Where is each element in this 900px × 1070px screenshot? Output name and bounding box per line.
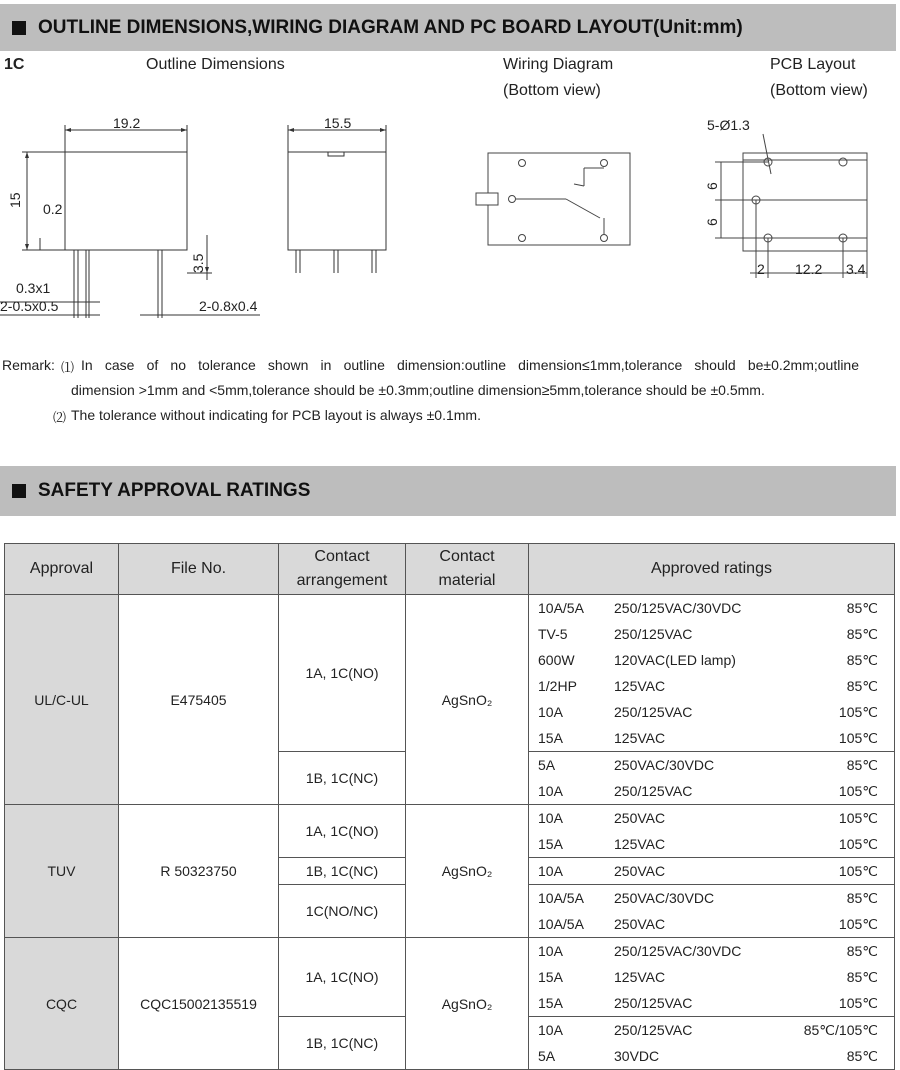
remark-num-1: ⑴ — [61, 360, 75, 375]
dim-pin-2: 2-0.8x0.4 — [199, 298, 258, 314]
rating-voltage: 250VAC/30VDC — [614, 890, 715, 906]
rating-temperature: 85℃ — [846, 599, 878, 616]
rating-current: 10A — [538, 863, 563, 879]
square-bullet-icon — [12, 21, 26, 35]
rating-voltage: 125VAC — [614, 678, 666, 694]
rating-voltage: 125VAC — [614, 836, 666, 852]
rating-row — [529, 778, 894, 804]
rating-current: 10A/5A — [538, 890, 584, 906]
rating-current: 600W — [538, 652, 575, 668]
rating-temperature: 85℃/105℃ — [803, 1021, 878, 1038]
pcb-layout-sublabel: (Bottom view) — [770, 82, 868, 99]
section-header-outline — [0, 4, 896, 51]
rating-voltage: 120VAC(LED lamp) — [614, 652, 736, 668]
wiring-diagram-label: Wiring Diagram — [503, 56, 614, 73]
table-row — [5, 938, 895, 1017]
rating-voltage: 125VAC — [614, 969, 666, 985]
remark-line-2: dimension >1mm and <5mm,tolerance should be ±0.3mm;outline dimension≥5mm,tolerance should be ±0.5mm. — [71, 382, 765, 398]
rating-current: 10A — [538, 943, 563, 959]
dim-2: 2 — [757, 261, 765, 277]
outline-drawing — [0, 110, 420, 325]
approval-cell: CQC — [5, 938, 119, 1070]
rating-voltage: 250VAC — [614, 863, 666, 879]
rating-row — [529, 595, 894, 621]
table-row — [5, 805, 895, 858]
section-header-safety — [0, 466, 896, 516]
contact-arrangement-cell: 1A, 1C(NO) — [279, 805, 406, 858]
rating-voltage: 250/125VAC/30VDC — [614, 943, 742, 959]
contact-arrangement-cell: 1B, 1C(NC) — [279, 858, 406, 885]
contact-material-cell: AgSnO₂ — [406, 595, 529, 805]
header-contact-arrangement: Contact arrangement — [279, 544, 406, 595]
dim-19-2: 19.2 — [113, 115, 141, 131]
pcb-layout — [695, 110, 895, 285]
rating-current: 15A — [538, 969, 563, 985]
rating-row — [529, 673, 894, 699]
file-no-cell: CQC15002135519 — [119, 938, 279, 1070]
dim-12-2: 12.2 — [795, 261, 823, 277]
rating-row — [529, 725, 894, 751]
rating-temperature: 105℃ — [838, 994, 878, 1011]
rating-temperature: 85℃ — [846, 677, 878, 694]
rating-row — [529, 621, 894, 647]
section-title: OUTLINE DIMENSIONS,WIRING DIAGRAM AND PC BOARD LAYOUT(Unit:mm) — [38, 16, 743, 38]
approval-cell: UL/C-UL — [5, 595, 119, 805]
rating-row — [529, 647, 894, 673]
rating-row — [529, 1017, 894, 1043]
contact-arrangement-cell: 1B, 1C(NC) — [279, 752, 406, 805]
rating-voltage: 250/125VAC/30VDC — [614, 600, 742, 616]
pcb-layout-label: PCB Layout — [770, 56, 856, 73]
dim-3-4: 3.4 — [846, 261, 866, 277]
rating-temperature: 105℃ — [838, 915, 878, 932]
rating-current: 10A — [538, 783, 563, 799]
file-no-cell: E475405 — [119, 595, 279, 805]
dim-pin-1: 2-0.5x0.5 — [0, 298, 59, 314]
rating-row — [529, 858, 894, 884]
rating-voltage: 250/125VAC — [614, 626, 693, 642]
table-row — [5, 595, 895, 752]
rating-voltage: 250VAC — [614, 810, 666, 826]
square-bullet-icon — [12, 484, 26, 498]
rating-row — [529, 938, 894, 964]
ratings-cell — [529, 938, 895, 1017]
ratings-cell — [529, 752, 895, 805]
file-no-cell: R 50323750 — [119, 805, 279, 938]
model-label: 1C — [4, 56, 25, 73]
rating-current: 10A/5A — [538, 916, 584, 932]
rating-current: 15A — [538, 836, 563, 852]
rating-row — [529, 752, 894, 778]
dim-15-5: 15.5 — [324, 115, 352, 131]
dim-6-a: 6 — [704, 182, 720, 190]
rating-current: 5A — [538, 757, 556, 773]
rating-row — [529, 805, 894, 831]
rating-temperature: 85℃ — [846, 625, 878, 642]
ratings-cell — [529, 858, 895, 885]
rating-row — [529, 831, 894, 857]
rating-row — [529, 964, 894, 990]
header-approval: Approval — [5, 544, 119, 595]
rating-temperature: 105℃ — [838, 703, 878, 720]
safety-ratings-table — [4, 543, 895, 1070]
rating-temperature: 85℃ — [846, 889, 878, 906]
dim-holes: 5-Ø1.3 — [707, 117, 750, 133]
rating-voltage: 250/125VAC — [614, 783, 693, 799]
rating-voltage: 250VAC — [614, 916, 666, 932]
ratings-cell — [529, 885, 895, 938]
rating-temperature: 85℃ — [846, 968, 878, 985]
rating-voltage: 30VDC — [614, 1048, 660, 1064]
rating-voltage: 250/125VAC — [614, 1022, 693, 1038]
rating-temperature: 85℃ — [846, 1047, 878, 1064]
contact-arrangement-cell: 1B, 1C(NC) — [279, 1017, 406, 1070]
rating-voltage: 250VAC/30VDC — [614, 757, 715, 773]
section-title: SAFETY APPROVAL RATINGS — [38, 480, 311, 501]
ratings-cell — [529, 805, 895, 858]
wiring-diagram-sublabel: (Bottom view) — [503, 82, 601, 99]
rating-current: 10A — [538, 704, 563, 720]
outline-dimensions-label: Outline Dimensions — [146, 56, 285, 73]
rating-current: 10A/5A — [538, 600, 584, 616]
rating-current: 10A — [538, 810, 563, 826]
rating-temperature: 105℃ — [838, 835, 878, 852]
dim-3-5: 3.5 — [190, 253, 206, 273]
dim-6-b: 6 — [704, 218, 720, 226]
rating-current: 15A — [538, 995, 563, 1011]
contact-arrangement-cell: 1C(NO/NC) — [279, 885, 406, 938]
contact-arrangement-cell: 1A, 1C(NO) — [279, 938, 406, 1017]
ratings-cell — [529, 595, 895, 752]
rating-temperature: 105℃ — [838, 782, 878, 799]
rating-temperature: 105℃ — [838, 809, 878, 826]
remark-num-2: ⑵ — [53, 410, 67, 425]
approval-cell: TUV — [5, 805, 119, 938]
rating-row — [529, 1043, 894, 1069]
rating-row — [529, 990, 894, 1016]
remark-label: Remark: — [2, 357, 55, 373]
header-file-no: File No. — [119, 544, 279, 595]
header-contact-material: Contact material — [406, 544, 529, 595]
remark-line-1: In case of no tolerance shown in outline dimension:outline dimension≤1mm,tolerance should be±0.2mm;outline — [81, 357, 859, 373]
dim-0-2: 0.2 — [43, 201, 63, 217]
rating-current: 15A — [538, 730, 563, 746]
rating-temperature: 105℃ — [838, 862, 878, 879]
wiring-diagram — [470, 148, 635, 253]
contact-arrangement-cell: 1A, 1C(NO) — [279, 595, 406, 752]
rating-current: 10A — [538, 1022, 563, 1038]
dim-15: 15 — [7, 192, 23, 208]
rating-voltage: 250/125VAC — [614, 995, 693, 1011]
contact-material-cell: AgSnO₂ — [406, 805, 529, 938]
rating-row — [529, 911, 894, 937]
rating-current: TV-5 — [538, 626, 568, 642]
rating-current: 1/2HP — [538, 678, 577, 694]
rating-temperature: 105℃ — [838, 729, 878, 746]
rating-temperature: 85℃ — [846, 756, 878, 773]
remark-line-3: The tolerance without indicating for PCB layout is always ±0.1mm. — [71, 407, 481, 423]
rating-current: 5A — [538, 1048, 556, 1064]
contact-material-cell: AgSnO₂ — [406, 938, 529, 1070]
header-approved-ratings: Approved ratings — [529, 544, 895, 595]
rating-row — [529, 885, 894, 911]
rating-voltage: 250/125VAC — [614, 704, 693, 720]
dim-0-3x1: 0.3x1 — [16, 280, 51, 296]
rating-voltage: 125VAC — [614, 730, 666, 746]
rating-temperature: 85℃ — [846, 651, 878, 668]
rating-temperature: 85℃ — [846, 942, 878, 959]
ratings-cell — [529, 1017, 895, 1070]
rating-row — [529, 699, 894, 725]
